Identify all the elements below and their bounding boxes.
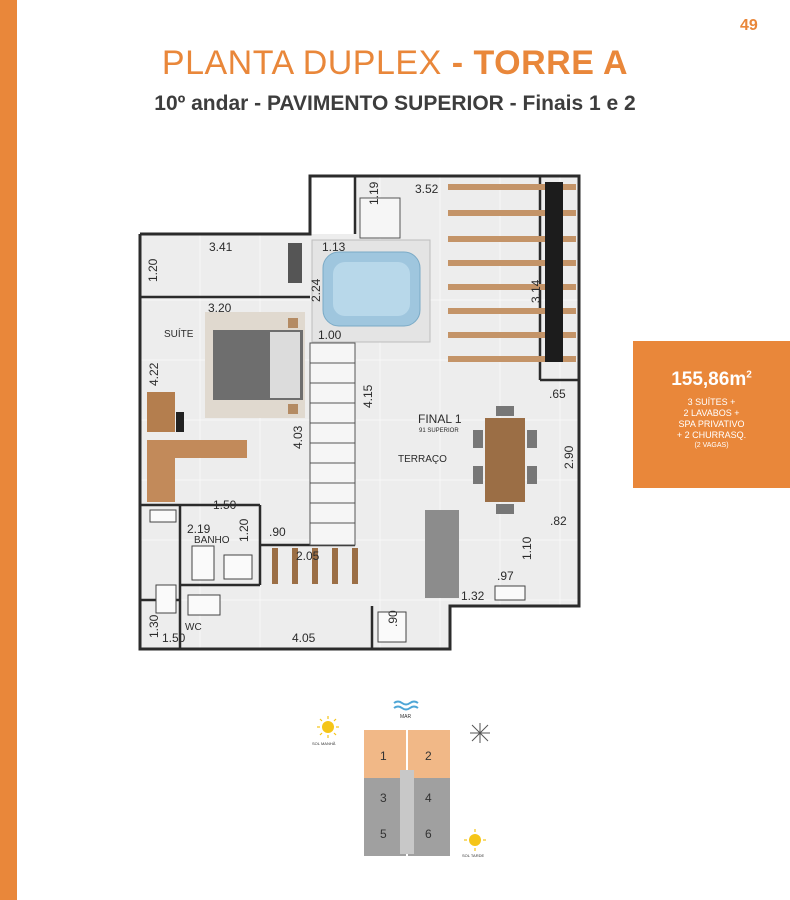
area-line: + 2 CHURRASQ.	[676, 430, 747, 440]
dimension-label: 1.20	[146, 258, 160, 282]
dimension-label: .90	[386, 610, 400, 627]
sun-morning-icon	[317, 716, 339, 738]
area-line: 3 SUÍTES +	[687, 397, 736, 407]
dimension-label: 4.05	[292, 631, 316, 645]
dimension-label: 1.50	[213, 498, 237, 512]
area-unit: m	[729, 369, 747, 390]
unit-number: 5	[380, 827, 387, 841]
dimension-label: 1.13	[322, 240, 346, 254]
dimension-label: 1.19	[367, 181, 381, 205]
area-line: 2 LAVABOS +	[683, 408, 740, 418]
dimension-label: 1.32	[461, 589, 485, 603]
room-label-wc: WC	[185, 622, 202, 633]
room-label-suite: SUÍTE	[164, 329, 194, 340]
page-number: 49	[740, 17, 758, 34]
unit-number: 2	[425, 749, 432, 763]
dimension-label: 1.00	[318, 328, 342, 342]
dimension-label: 1.50	[162, 631, 186, 645]
room-label-final: FINAL 1	[418, 412, 462, 426]
area-number: 155,86	[671, 369, 730, 390]
dimension-label: 4.22	[147, 362, 161, 386]
dimension-label: 2.24	[309, 278, 323, 302]
sol-manha-label: SOL MANHÃ	[312, 741, 336, 746]
mar-label: MAR	[400, 714, 412, 720]
title-separator: -	[441, 44, 474, 82]
room-label-banho: BANHO	[194, 535, 230, 546]
dimension-label: 3.20	[208, 301, 232, 315]
waves-icon	[394, 702, 418, 710]
title-light: PLANTA DUPLEX	[161, 44, 442, 82]
dimension-label: 4.03	[291, 425, 305, 449]
dimension-label: 3.41	[209, 240, 233, 254]
sol-tarde-label: SOL TARDE	[462, 853, 485, 858]
dimension-label: 2.90	[562, 445, 576, 469]
dimension-label: 1.10	[520, 536, 534, 560]
dimension-label: 2.19	[187, 522, 211, 536]
dimension-label: 1.30	[147, 614, 161, 638]
room-label-terraco: TERRAÇO	[398, 454, 447, 465]
dimension-label: .65	[549, 387, 566, 401]
area-small-note: (2 VAGAS)	[694, 442, 729, 449]
unit-number: 6	[425, 827, 432, 841]
dimension-label: 3.52	[415, 182, 439, 196]
dimension-label: 4.15	[361, 384, 375, 408]
dimension-label: 1.20	[237, 518, 251, 542]
unit-number: 1	[380, 749, 387, 763]
core-corridor	[400, 770, 414, 854]
dimension-label: 3.14	[529, 279, 543, 303]
dimension-label: 2.05	[296, 549, 320, 563]
dimension-label: .82	[550, 514, 567, 528]
unit-number: 4	[425, 791, 432, 805]
unit-number: 3	[380, 791, 387, 805]
dimension-label: .90	[269, 525, 286, 539]
area-unit-sup: 2	[746, 369, 752, 381]
title-bold: TORRE A	[473, 44, 629, 82]
page-subtitle: 10º andar - PAVIMENTO SUPERIOR - Finais 1 e 2	[154, 92, 636, 115]
sun-afternoon-icon	[464, 829, 486, 851]
compass-icon	[470, 723, 490, 743]
dimension-label: .97	[497, 569, 514, 583]
unit-blocks	[364, 730, 450, 856]
room-label-final-sub: 91 SUPERIOR	[419, 428, 459, 434]
area-line: SPA PRIVATIVO	[678, 419, 745, 429]
